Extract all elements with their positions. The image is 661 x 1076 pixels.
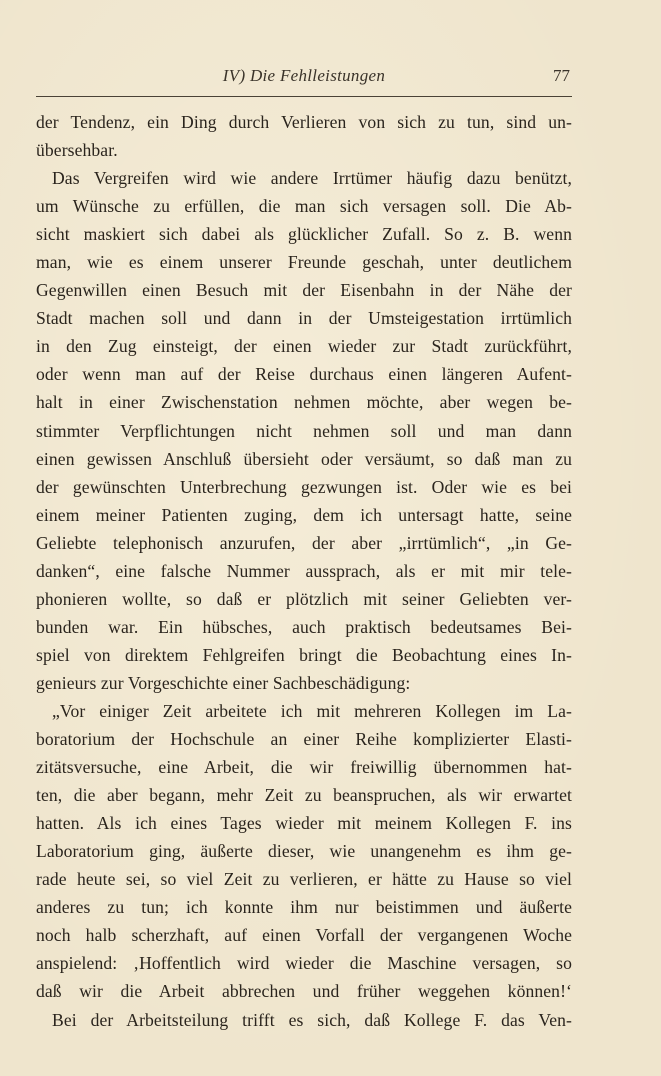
header-rule	[36, 96, 572, 97]
text-line: ten, die aber begann, mehr Zeit zu beanspruchen, als wir erwartet	[36, 785, 572, 806]
text-line: anspielend: ‚Hoffentlich wird wieder die Maschine versagen, so	[36, 953, 572, 974]
text-line: genieurs zur Vorgeschichte einer Sachbeschädigung:	[36, 672, 411, 693]
text-line: boratorium der Hochschule an einer Reihe komplizierter Elasti-	[36, 729, 572, 750]
text-line: oder wenn man auf der Reise durchaus einen längeren Aufent-	[36, 364, 572, 385]
text-line: Bei der Arbeitsteilung trifft es sich, daß Kollege F. das Ven-	[52, 1009, 572, 1030]
text-line: Stadt machen soll und dann in der Umsteigestation irrtümlich	[36, 308, 572, 329]
text-line: der gewünschten Unterbrechung gezwungen ist. Oder wie es bei	[36, 476, 572, 497]
text-line: übersehbar.	[36, 140, 118, 161]
text-line: „Vor einiger Zeit arbeitete ich mit mehreren Kollegen im La-	[52, 700, 572, 721]
text-line: sicht maskiert sich dabei als glücklicher Zufall. So z. B. wenn	[36, 224, 572, 245]
text-line: bunden war. Ein hübsches, auch praktisch bedeutsames Bei-	[36, 616, 572, 637]
text-line: in den Zug einsteigt, der einen wieder zur Stadt zurückführt,	[36, 336, 572, 357]
text-line: noch halb scherzhaft, auf einen Vorfall der vergangenen Woche	[36, 925, 572, 946]
text-line: um Wünsche zu erfüllen, die man sich versagen soll. Die Ab-	[36, 196, 572, 217]
text-line: hatten. Als ich eines Tages wieder mit meinem Kollegen F. ins	[36, 813, 572, 834]
text-line: Laboratorium ging, äußerte dieser, wie unangenehm es ihm ge-	[36, 841, 572, 862]
text-line: Das Vergreifen wird wie andere Irrtümer häufig dazu benützt,	[52, 168, 572, 189]
text-line: spiel von direktem Fehlgreifen bringt die Beobachtung eines In-	[36, 644, 572, 665]
page-number: 77	[553, 66, 570, 85]
text-line: zitätsversuche, eine Arbeit, die wir freiwillig übernommen hat-	[36, 757, 572, 778]
page-header	[36, 66, 572, 90]
text-line: Gegenwillen einen Besuch mit der Eisenbahn in der Nähe der	[36, 280, 572, 301]
text-line: daß wir die Arbeit abbrechen und früher weggehen können!‘	[36, 981, 572, 1002]
text-line: halt in einer Zwischenstation nehmen möchte, aber wegen be-	[36, 392, 572, 413]
body-text	[36, 108, 572, 1034]
text-line: man, wie es einem unserer Freunde geschah, unter deutlichem	[36, 252, 572, 273]
text-line: Geliebte telephonisch anzurufen, der aber „irrtümlich“, „in Ge-	[36, 532, 572, 553]
text-line: danken“, eine falsche Nummer aussprach, als er mit mir tele-	[36, 560, 572, 581]
text-line: phonieren wollte, so daß er plötzlich mit seiner Geliebten ver-	[36, 588, 572, 609]
text-line: stimmter Verpflichtungen nicht nehmen soll und man dann	[36, 420, 572, 441]
text-line: einem meiner Patienten zuging, dem ich untersagt hatte, seine	[36, 504, 572, 525]
running-title: IV) Die Fehlleistungen	[222, 66, 386, 85]
text-line: der Tendenz, ein Ding durch Verlieren von sich zu tun, sind un-	[36, 112, 572, 132]
text-line: rade heute sei, so viel Zeit zu verlieren, er hätte zu Hause so viel	[36, 869, 572, 890]
text-line: anderes zu tun; ich konnte ihm nur beistimmen und äußerte	[36, 897, 572, 918]
text-line: einen gewissen Anschluß übersieht oder versäumt, so daß man zu	[36, 448, 572, 469]
